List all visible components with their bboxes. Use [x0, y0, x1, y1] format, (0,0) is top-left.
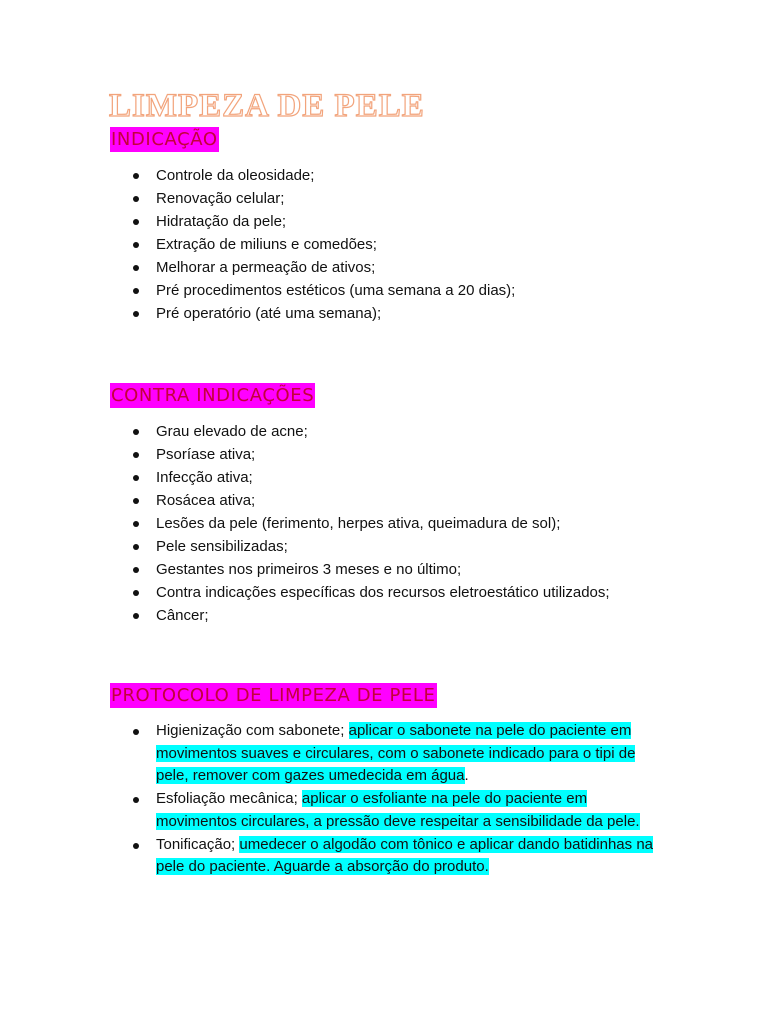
list-item-text: Pré operatório (até uma semana); — [156, 305, 382, 322]
list-item-text: Extração de miliuns e comedões; — [156, 236, 377, 253]
list-item — [156, 443, 610, 466]
list-item-text: Contra indicações específicas dos recursos eletroestático utilizados; — [156, 584, 610, 601]
list-item-text: Melhorar a permeação de ativos; — [156, 259, 376, 276]
indicacao-list — [156, 164, 515, 325]
list-item-text: Controle da oleosidade; — [156, 167, 315, 184]
bullet-icon — [133, 219, 139, 225]
contra-indicacoes-list — [156, 420, 610, 627]
bullet-icon — [133, 613, 139, 619]
section-heading-indicacao: INDICAÇÃO — [111, 129, 218, 150]
list-item — [156, 535, 610, 558]
bullet-icon — [133, 196, 139, 202]
section-heading-contra-indicacoes: CONTRA INDICAÇÕES — [111, 385, 315, 406]
bullet-icon — [133, 567, 139, 573]
highlighted-instruction: aplicar o esfoliante na pele do paciente em movimentos circulares, a pressão deve respeitar a sensibilidade da pele. — [156, 790, 640, 830]
list-item-text: Gestantes nos primeiros 3 meses e no último; — [156, 561, 462, 578]
bullet-icon — [133, 452, 139, 458]
list-item-text: Psoríase ativa; — [156, 446, 256, 463]
bullet-icon — [133, 498, 139, 504]
list-item — [156, 489, 610, 512]
bullet-icon — [133, 521, 139, 527]
list-item — [156, 581, 610, 604]
highlighted-instruction: aplicar o sabonete na pele do paciente em movimentos suaves e circulares, com o sabonete indicado para o tipi de pele, remover com gazes umedecida em água — [156, 722, 636, 785]
list-item — [156, 256, 515, 279]
page-title: LIMPEZA DE PELE — [109, 88, 425, 124]
bullet-icon — [133, 288, 139, 294]
list-item — [156, 233, 515, 256]
list-item-text: Lesões da pele (ferimento, herpes ativa, queimadura de sol); — [156, 515, 561, 532]
bullet-icon — [133, 544, 139, 550]
protocol-step-title: Esfoliação mecânica; — [156, 790, 302, 808]
bullet-icon — [133, 797, 139, 803]
list-item — [156, 420, 610, 443]
list-item-text: Hidratação da pele; — [156, 213, 287, 230]
protocol-step-title: Higienização com sabonete; — [156, 722, 349, 739]
bullet-icon — [133, 843, 139, 849]
list-item — [156, 187, 515, 210]
bullet-icon — [133, 429, 139, 435]
list-item — [156, 604, 610, 627]
bullet-icon — [133, 475, 139, 481]
list-item-text: Pré procedimentos estéticos (uma semana a 20 dias); — [156, 282, 516, 299]
list-item-text: Pele sensibilizadas; — [156, 538, 288, 555]
bullet-icon — [133, 590, 139, 596]
list-item — [156, 466, 610, 489]
list-item-text: Renovação celular; — [156, 190, 285, 207]
list-item — [156, 302, 515, 325]
protocol-step — [156, 788, 656, 833]
bullet-icon — [133, 729, 139, 735]
protocol-step — [156, 834, 656, 879]
list-item-text: Infecção ativa; — [156, 469, 253, 486]
list-item — [156, 210, 515, 233]
bullet-icon — [133, 265, 139, 271]
list-item — [156, 512, 610, 535]
highlighted-instruction: umedecer o algodão com tônico e aplicar dando batidinhas na pele do paciente. Aguarde a absorção do produto. — [156, 835, 654, 876]
protocolo-list — [156, 720, 656, 879]
protocol-step — [156, 720, 656, 788]
list-item — [156, 279, 515, 302]
protocol-step-title: Tonificação; — [156, 835, 240, 853]
list-item — [156, 164, 515, 187]
list-item-text: Grau elevado de acne; — [156, 423, 308, 440]
bullet-icon — [133, 242, 139, 248]
bullet-icon — [133, 311, 139, 317]
list-item-text: Câncer; — [156, 607, 209, 624]
list-item-text: Rosácea ativa; — [156, 492, 256, 509]
protocol-step-tail: . — [464, 767, 469, 785]
list-item — [156, 558, 610, 581]
bullet-icon — [133, 173, 139, 179]
section-heading-protocolo: PROTOCOLO DE LIMPEZA DE PELE — [111, 685, 436, 706]
